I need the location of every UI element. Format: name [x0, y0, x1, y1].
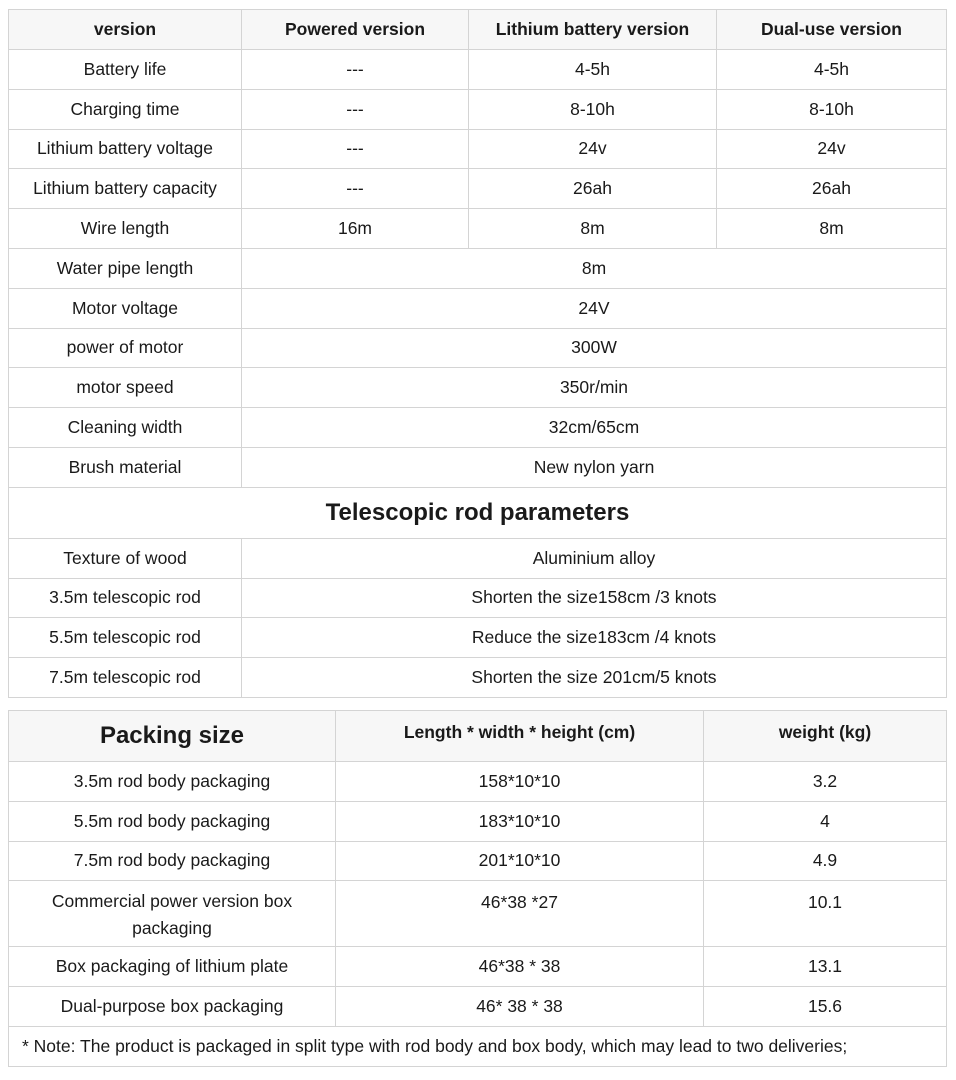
- table-row: [9, 447, 947, 487]
- cell-value: 8m: [717, 209, 947, 249]
- cell-value: 13.1: [704, 947, 947, 987]
- spec-table: [8, 9, 947, 698]
- cell-value: 10.1: [704, 881, 947, 947]
- cell-value: Shorten the size158cm /3 knots: [242, 578, 947, 618]
- table-row: [9, 209, 947, 249]
- cell-value: 24v: [469, 129, 717, 169]
- table-row: [9, 578, 947, 618]
- table-row: [9, 248, 947, 288]
- row-label: Lithium battery capacity: [9, 169, 242, 209]
- cell-value: 16m: [242, 209, 469, 249]
- row-label: Motor voltage: [9, 288, 242, 328]
- row-label: Charging time: [9, 89, 242, 129]
- cell-value: ---: [242, 50, 469, 90]
- row-label: Dual-purpose box packaging: [9, 987, 336, 1027]
- cell-value: ---: [242, 89, 469, 129]
- cell-value: 32cm/65cm: [242, 408, 947, 448]
- packing-header-row: [9, 711, 947, 762]
- spec-header-row: [9, 10, 947, 50]
- table-row: [9, 328, 947, 368]
- cell-value: 201*10*10: [336, 841, 704, 881]
- cell-value: 24V: [242, 288, 947, 328]
- row-label: Box packaging of lithium plate: [9, 947, 336, 987]
- row-label: Battery life: [9, 50, 242, 90]
- packing-table: [8, 710, 947, 1067]
- cell-value: 15.6: [704, 987, 947, 1027]
- cell-value: 8-10h: [469, 89, 717, 129]
- cell-value: 158*10*10: [336, 762, 704, 802]
- header-cell: version: [9, 10, 242, 50]
- cell-value: 46* 38 * 38: [336, 987, 704, 1027]
- table-row: [9, 841, 947, 881]
- cell-value: 8-10h: [717, 89, 947, 129]
- row-label: power of motor: [9, 328, 242, 368]
- cell-value: 4.9: [704, 841, 947, 881]
- table-row: [9, 987, 947, 1027]
- cell-value: 4-5h: [469, 50, 717, 90]
- packing-note: * Note: The product is packaged in split type with rod body and box body, which may lead to two deliveries;: [9, 1026, 947, 1066]
- row-label: 7.5m rod body packaging: [9, 841, 336, 881]
- table-row: [9, 538, 947, 578]
- table-row: [9, 801, 947, 841]
- table-row: [9, 762, 947, 802]
- cell-value: 24v: [717, 129, 947, 169]
- row-label: Water pipe length: [9, 248, 242, 288]
- cell-value: Reduce the size183cm /4 knots: [242, 618, 947, 658]
- table-row: [9, 947, 947, 987]
- header-cell: Length * width * height (cm): [336, 711, 704, 762]
- cell-value: 26ah: [469, 169, 717, 209]
- cell-value: 3.2: [704, 762, 947, 802]
- table-row: [9, 618, 947, 658]
- section-title: Telescopic rod parameters: [9, 487, 947, 538]
- table-row: [9, 368, 947, 408]
- cell-value: 4-5h: [717, 50, 947, 90]
- note-row: [9, 1026, 947, 1066]
- cell-value: Aluminium alloy: [242, 538, 947, 578]
- table-row: [9, 881, 947, 947]
- cell-value: 8m: [469, 209, 717, 249]
- row-label: 5.5m telescopic rod: [9, 618, 242, 658]
- cell-value: 46*38 *27: [336, 881, 704, 947]
- table-row: [9, 288, 947, 328]
- cell-value: Shorten the size 201cm/5 knots: [242, 658, 947, 698]
- table-row: [9, 50, 947, 90]
- table-row: [9, 129, 947, 169]
- row-label: Wire length: [9, 209, 242, 249]
- table-row: [9, 89, 947, 129]
- row-label: Commercial power version box packaging: [9, 881, 336, 947]
- row-label: motor speed: [9, 368, 242, 408]
- row-label: 7.5m telescopic rod: [9, 658, 242, 698]
- row-label: 3.5m telescopic rod: [9, 578, 242, 618]
- packing-title: Packing size: [9, 711, 336, 762]
- row-label: Texture of wood: [9, 538, 242, 578]
- row-label: Lithium battery voltage: [9, 129, 242, 169]
- table-row: [9, 408, 947, 448]
- table-row: [9, 658, 947, 698]
- cell-value: ---: [242, 129, 469, 169]
- cell-value: ---: [242, 169, 469, 209]
- cell-value: 46*38 * 38: [336, 947, 704, 987]
- header-cell: Powered version: [242, 10, 469, 50]
- cell-value: 26ah: [717, 169, 947, 209]
- cell-value: 183*10*10: [336, 801, 704, 841]
- cell-value: New nylon yarn: [242, 447, 947, 487]
- row-label: Brush material: [9, 447, 242, 487]
- row-label: 3.5m rod body packaging: [9, 762, 336, 802]
- cell-value: 8m: [242, 248, 947, 288]
- section-title-row: [9, 487, 947, 538]
- table-row: [9, 169, 947, 209]
- cell-value: 350r/min: [242, 368, 947, 408]
- header-cell: weight (kg): [704, 711, 947, 762]
- cell-value: 300W: [242, 328, 947, 368]
- cell-value: 4: [704, 801, 947, 841]
- row-label: 5.5m rod body packaging: [9, 801, 336, 841]
- header-cell: Lithium battery version: [469, 10, 717, 50]
- row-label: Cleaning width: [9, 408, 242, 448]
- header-cell: Dual-use version: [717, 10, 947, 50]
